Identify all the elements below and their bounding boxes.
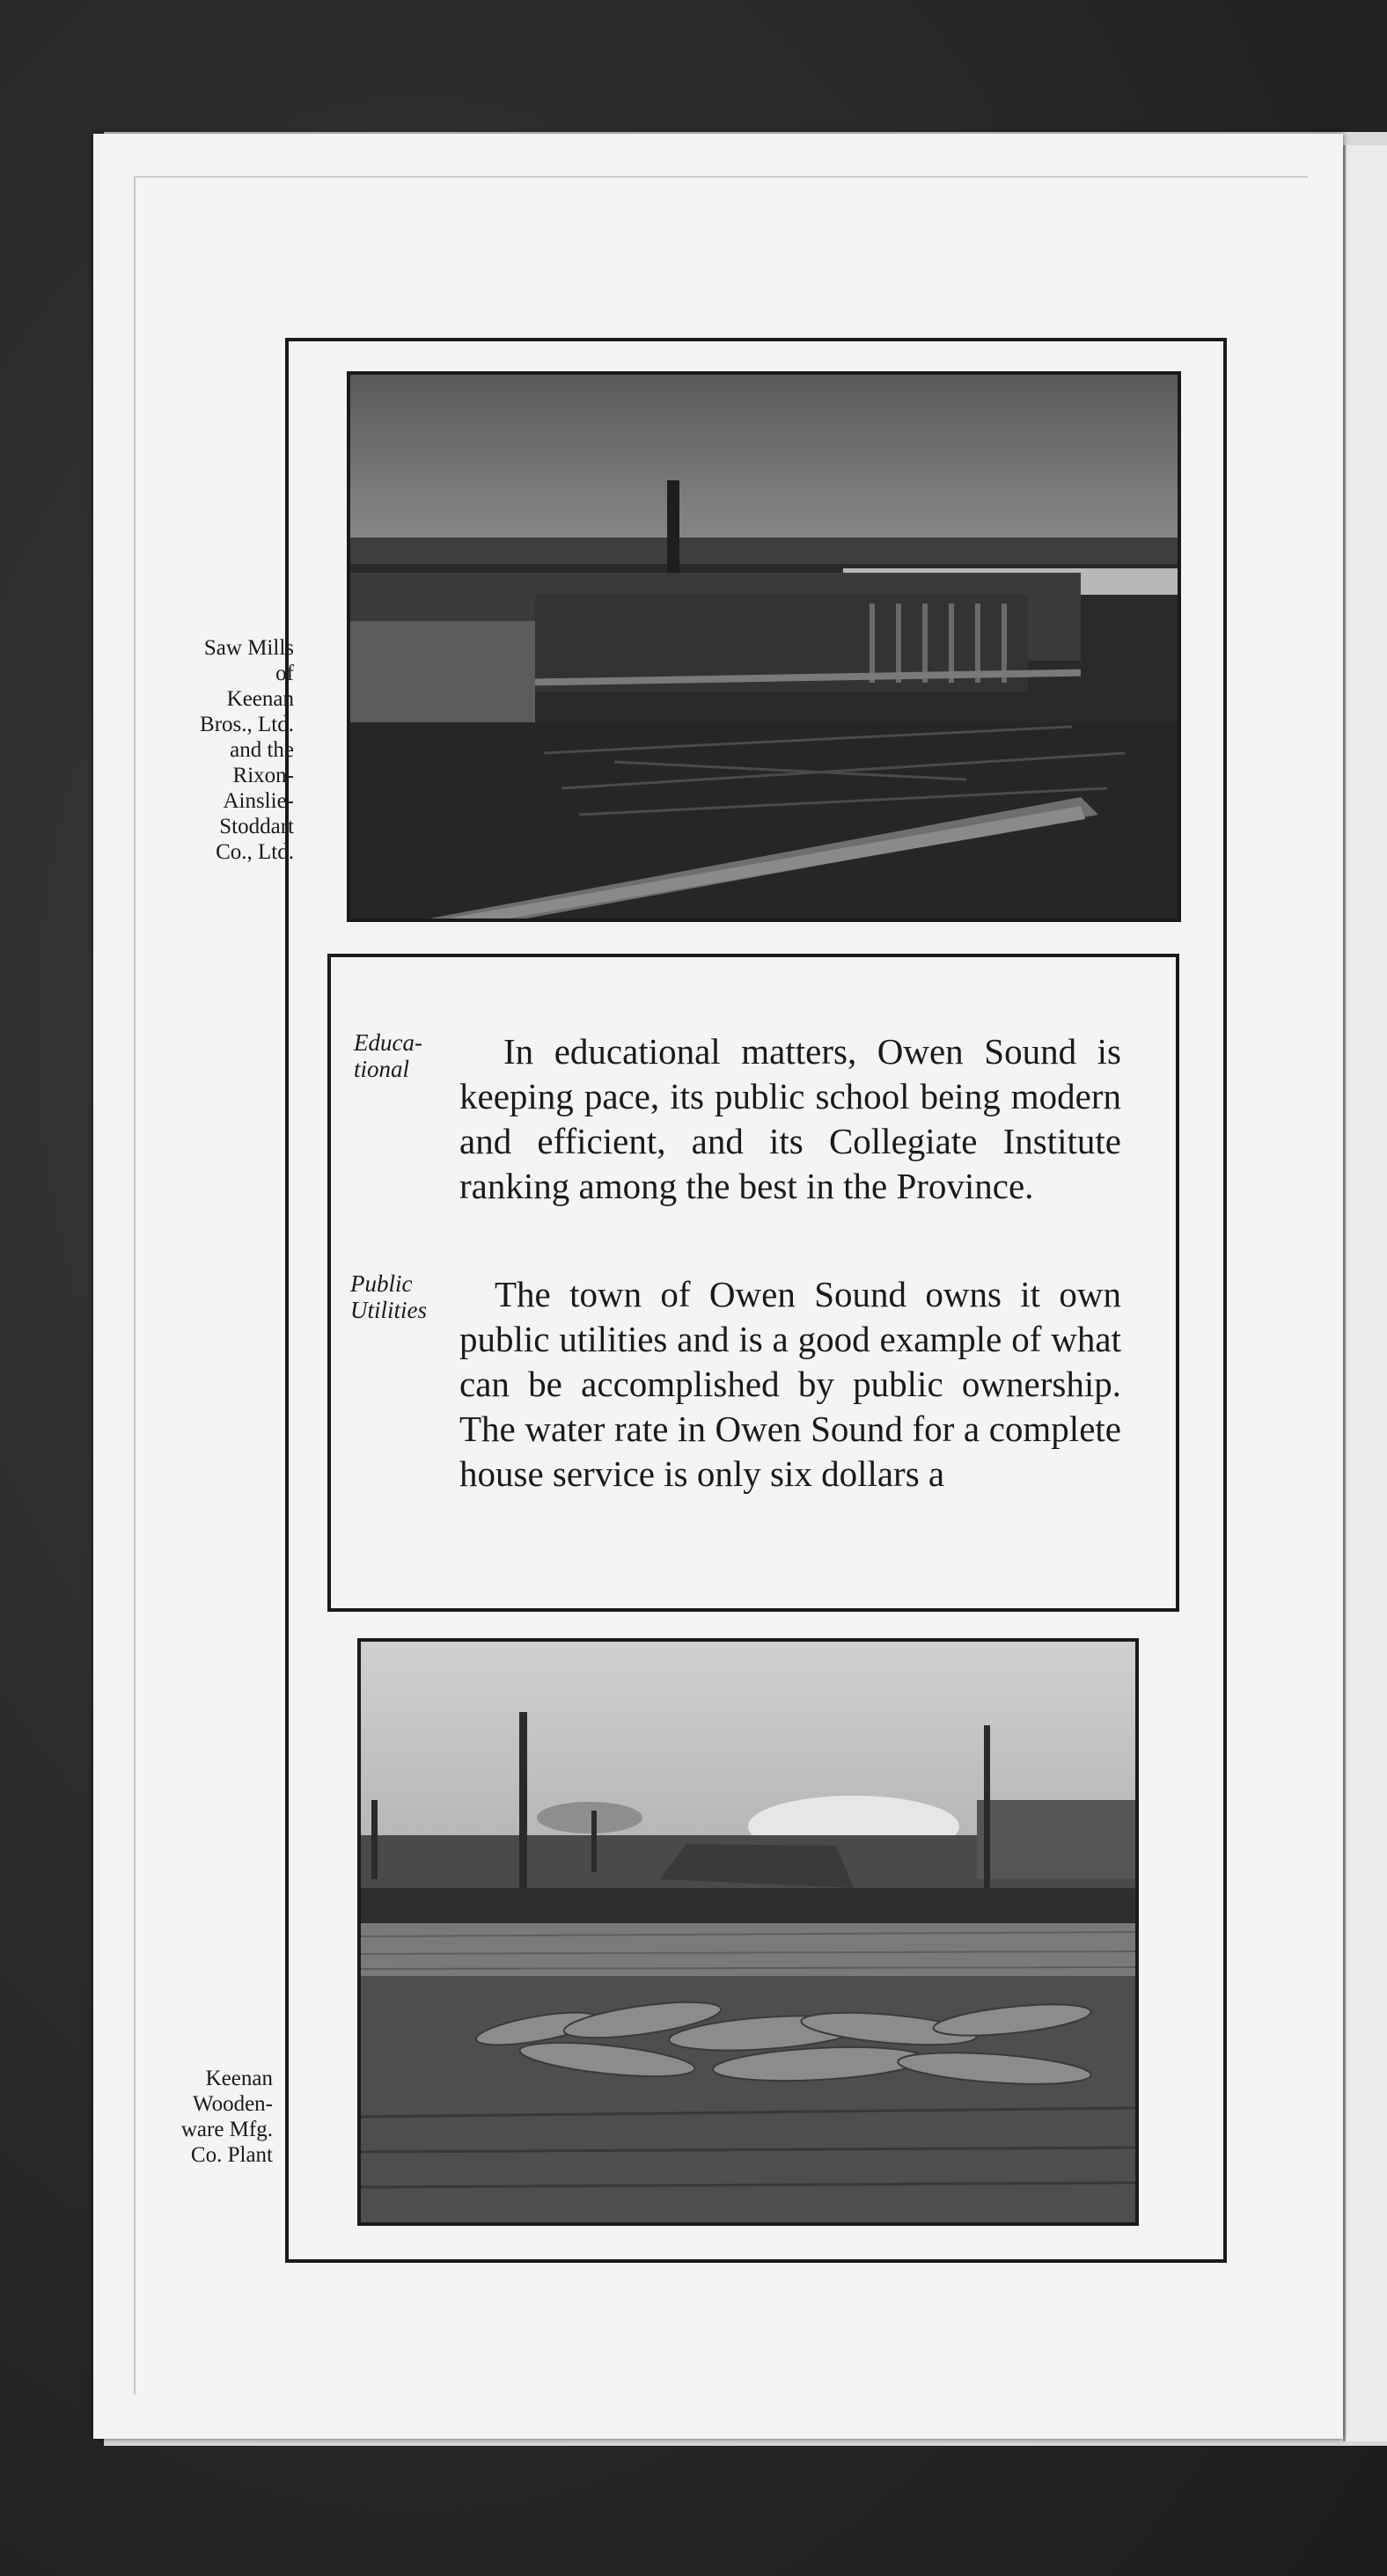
text-panel — [327, 954, 1179, 1612]
caption-line: and the — [230, 738, 294, 762]
saw-mills-caption — [171, 635, 294, 865]
caption-line: Ainslie- — [223, 789, 294, 813]
margin-label-line: Utilities — [350, 1297, 427, 1323]
caption-line: Stoddart — [219, 815, 294, 838]
caption-line: Saw Mills — [203, 636, 294, 660]
public-utilities-margin-label — [350, 1270, 427, 1323]
saw-mills-illustration — [350, 375, 1178, 918]
margin-label-line: Educa- — [354, 1029, 422, 1056]
educational-margin-label — [354, 1029, 422, 1082]
caption-line: ware Mfg. — [180, 2118, 273, 2141]
caption-line: Keenan — [226, 687, 294, 711]
public-utilities-paragraph: The town of Owen Sound owns it own public utilities and is a good example of what can be accomplished by public ownership. The water rate in Owen Sound for a complete house service is only six dollars a — [459, 1274, 1121, 1494]
educational-paragraph: In educational matters, Owen Sound is keeping pace, its public school being modern and efficient, and its Collegiate Institute ranking among the best in the Province. — [459, 1031, 1121, 1206]
margin-label-line: Public — [350, 1270, 413, 1297]
woodenware-plant-photo — [357, 1638, 1139, 2226]
caption-line: Keenan — [205, 2067, 273, 2090]
woodenware-plant-caption — [150, 2066, 273, 2168]
caption-line: Bros., Ltd. — [200, 713, 294, 736]
caption-line: Rixon- — [232, 764, 294, 787]
saw-mills-photo — [347, 371, 1181, 922]
woodenware-plant-illustration — [361, 1642, 1135, 2222]
caption-line: of — [275, 662, 294, 685]
facing-page-edge — [1343, 145, 1387, 2441]
caption-line: Co., Ltd. — [216, 840, 294, 864]
caption-line: Wooden- — [192, 2092, 273, 2116]
margin-label-line: tional — [354, 1056, 410, 1082]
caption-line: Co. Plant — [190, 2143, 273, 2167]
